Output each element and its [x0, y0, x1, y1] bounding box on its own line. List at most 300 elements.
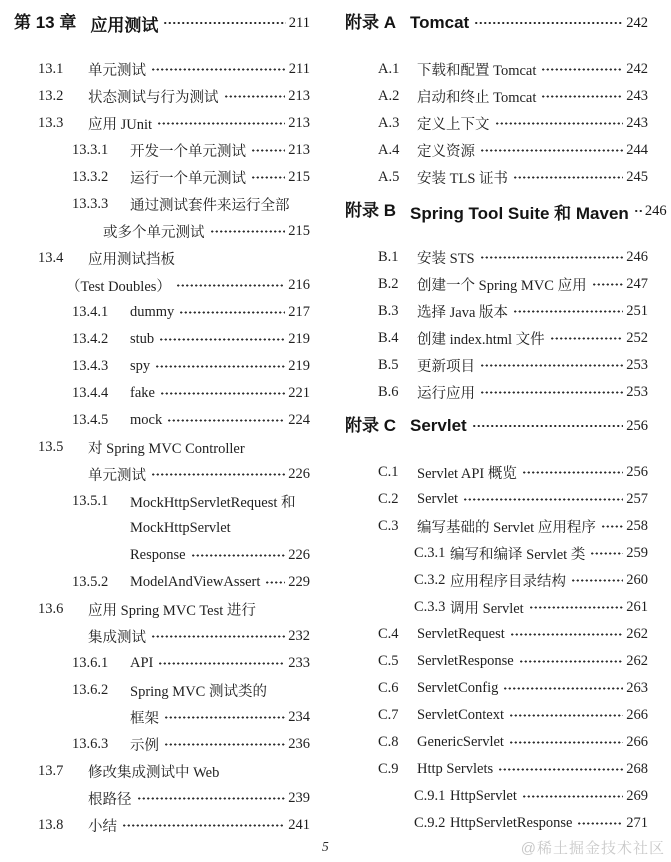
- toc-line: [90, 8, 310, 38]
- entry-number: 13.6.2: [72, 682, 109, 698]
- entry-body: [417, 352, 648, 379]
- entry-title: 创建 index.html 文件: [417, 332, 545, 348]
- entry-title: ServletContext: [417, 707, 504, 723]
- entry-number: A.3: [378, 115, 400, 131]
- toc-line: [417, 486, 648, 513]
- entry-number: 13.4.3: [72, 358, 109, 374]
- toc-line: [417, 729, 648, 756]
- dot-leader: [601, 513, 623, 540]
- entry-number: 13.4: [38, 250, 64, 266]
- entry-title: 创建一个 Spring MVC 应用: [417, 278, 587, 294]
- entry-title: 根路径: [88, 792, 132, 808]
- entry-number: C.7: [378, 707, 399, 723]
- entry-body: [130, 137, 310, 164]
- dot-leader: [151, 623, 285, 650]
- entry-page-number: 215: [288, 223, 310, 239]
- entry-body: [417, 675, 648, 702]
- toc-entry: [345, 137, 648, 164]
- toc-line: [417, 83, 648, 110]
- entry-body: [130, 326, 310, 353]
- dot-leader: [541, 83, 623, 110]
- toc-line: [130, 542, 310, 569]
- entry-title: 对 Spring MVC Controller: [88, 441, 245, 457]
- entry-number: 13.1: [38, 61, 64, 77]
- entry-number: C.2: [378, 491, 399, 507]
- toc-line: [130, 191, 310, 218]
- entry-title: ModelAndViewAssert: [130, 574, 261, 590]
- toc-line: [417, 675, 648, 702]
- entry-title: GenericServlet: [417, 734, 504, 750]
- entry-number: 13.3.2: [72, 169, 109, 185]
- entry-title: 或多个单元测试: [103, 225, 205, 241]
- toc-line: [417, 298, 648, 325]
- toc-line: [88, 785, 310, 812]
- entry-body: [417, 83, 648, 110]
- entry-body: [130, 299, 310, 326]
- entry-title: 状态测试与行为测试: [88, 90, 219, 106]
- entry-page-number: 252: [626, 330, 648, 346]
- dot-leader: [495, 110, 624, 137]
- page-number: 5: [322, 839, 329, 854]
- toc-line: [130, 650, 310, 677]
- entry-body: [417, 702, 648, 729]
- entry-body: [417, 244, 648, 271]
- entry-body: [88, 110, 310, 137]
- toc-entry: [345, 567, 648, 594]
- entry-number: 13.6.3: [72, 736, 109, 752]
- toc-line: [130, 731, 310, 758]
- dot-leader: [480, 244, 624, 271]
- toc-line: [130, 164, 310, 191]
- toc-entry: [345, 298, 648, 325]
- entry-number: 13.6.1: [72, 655, 109, 671]
- dot-leader: [265, 569, 285, 596]
- entry-page-number: 243: [626, 88, 648, 104]
- toc-line: [417, 621, 648, 648]
- entry-body: [90, 8, 310, 38]
- entry-page-number: 213: [288, 115, 310, 131]
- toc-line: [417, 110, 648, 137]
- dot-leader: [480, 137, 623, 164]
- entry-body: [417, 486, 648, 513]
- toc-line: [417, 513, 648, 540]
- entry-page-number: 256: [626, 464, 648, 480]
- dot-leader: [191, 542, 286, 569]
- entry-title: 编写和编译 Servlet 类: [450, 547, 586, 563]
- toc-line: [450, 540, 648, 567]
- toc-line: [88, 596, 310, 623]
- toc-entry: [345, 459, 648, 486]
- dot-leader: [634, 196, 642, 226]
- entry-page-number: 233: [288, 655, 310, 671]
- dot-leader: [571, 567, 623, 594]
- dot-leader: [480, 352, 623, 379]
- toc-line: [417, 244, 648, 271]
- entry-number: 13.3.1: [72, 142, 109, 158]
- entry-page-number: 246: [644, 202, 667, 219]
- entry-page-number: 262: [626, 653, 648, 669]
- entry-body: [130, 731, 310, 758]
- entry-body: [88, 83, 310, 110]
- entry-number: 13.7: [38, 763, 64, 779]
- dot-leader: [164, 704, 285, 731]
- toc-line: [88, 461, 310, 488]
- entry-page-number: 268: [626, 761, 648, 777]
- toc-entry: [345, 513, 648, 540]
- entry-body: [417, 379, 648, 406]
- entry-body: [417, 729, 648, 756]
- entry-title: 框架: [130, 711, 159, 727]
- toc-entry: [345, 810, 648, 837]
- toc-line: [88, 245, 310, 272]
- toc-line: [417, 648, 648, 675]
- entry-page-number: 232: [288, 628, 310, 644]
- entry-page-number: 242: [626, 14, 648, 31]
- entry-page-number: 246: [626, 249, 648, 265]
- entry-title: 更新项目: [417, 359, 475, 375]
- toc-line: [88, 812, 310, 839]
- entry-body: [88, 434, 310, 488]
- dot-leader: [158, 650, 285, 677]
- entry-body: [410, 196, 667, 226]
- dot-leader: [513, 164, 623, 191]
- entry-title: 安装 STS: [417, 251, 475, 267]
- toc-line: [417, 756, 648, 783]
- entry-title: Tomcat: [410, 13, 470, 32]
- dot-leader: [550, 325, 624, 352]
- entry-title: 通过测试套件来运行全部: [130, 198, 290, 214]
- entry-page-number: 234: [288, 709, 310, 725]
- entry-page-number: 247: [626, 276, 648, 292]
- entry-body: [417, 271, 648, 298]
- entry-page-number: 257: [626, 491, 648, 507]
- toc-entry: [345, 244, 648, 271]
- entry-number: 13.4.1: [72, 304, 109, 320]
- entry-number: 13.3.3: [72, 196, 109, 212]
- toc-line: [88, 434, 310, 461]
- entry-number: 13.5: [38, 439, 64, 455]
- entry-page-number: 263: [626, 680, 648, 696]
- dot-leader: [160, 380, 285, 407]
- dot-leader: [509, 729, 623, 756]
- toc-line: [410, 8, 648, 38]
- entry-number: A.4: [378, 142, 400, 158]
- entry-body: [417, 298, 648, 325]
- dot-leader: [592, 271, 624, 298]
- dot-leader: [251, 164, 285, 191]
- entry-body: [450, 810, 648, 837]
- dot-leader: [179, 299, 285, 326]
- entry-page-number: 253: [626, 384, 648, 400]
- entry-title: 集成测试: [88, 630, 146, 646]
- entry-page-number: 256: [626, 417, 648, 434]
- toc-line: [417, 325, 648, 352]
- entry-body: [450, 594, 648, 621]
- toc-entry: [14, 812, 310, 839]
- toc-line: [130, 137, 310, 164]
- toc-line: [88, 623, 310, 650]
- dot-leader: [210, 218, 286, 245]
- toc-entry: [14, 596, 310, 650]
- entry-title: 启动和终止 Tomcat: [417, 90, 537, 106]
- toc-entry: [14, 137, 310, 164]
- entry-number: 13.2: [38, 88, 64, 104]
- toc-line: [417, 164, 648, 191]
- entry-title: 运行一个单元测试: [130, 171, 246, 187]
- toc-entry: [345, 164, 648, 191]
- dot-leader: [164, 731, 285, 758]
- entry-page-number: 271: [626, 815, 648, 831]
- toc-line: [417, 271, 648, 298]
- entry-number: C.1: [378, 464, 399, 480]
- entry-body: [417, 621, 648, 648]
- entry-title: ServletConfig: [417, 680, 499, 696]
- toc-entry: [345, 756, 648, 783]
- toc-chapter-heading: [345, 411, 648, 441]
- entry-body: [130, 677, 310, 731]
- entry-number: B.5: [378, 357, 399, 373]
- entry-title: Servlet API 概览: [417, 466, 517, 482]
- toc-line: [103, 218, 310, 245]
- entry-number: 附录 A: [345, 13, 396, 32]
- entry-page-number: 266: [626, 707, 648, 723]
- entry-number: C.9: [378, 761, 399, 777]
- toc-entry: [14, 110, 310, 137]
- dot-leader: [522, 783, 623, 810]
- dot-leader: [137, 785, 286, 812]
- entry-body: [417, 164, 648, 191]
- entry-page-number: 241: [288, 817, 310, 833]
- entry-body: [130, 407, 310, 434]
- dot-leader: [224, 83, 286, 110]
- entry-page-number: 239: [288, 790, 310, 806]
- entry-title: HttpServletResponse: [450, 815, 573, 831]
- toc-line: [130, 704, 310, 731]
- entry-number: C.9.1: [414, 788, 446, 804]
- entry-number: 13.5.1: [72, 493, 109, 509]
- entry-number: 13.4.5: [72, 412, 109, 428]
- dot-leader: [176, 272, 285, 299]
- entry-body: [417, 513, 648, 540]
- entry-number: B.1: [378, 249, 399, 265]
- entry-title: 定义上下文: [417, 117, 490, 133]
- toc-entry: [14, 650, 310, 677]
- toc-line: [417, 137, 648, 164]
- entry-title: Response: [130, 547, 186, 563]
- entry-body: [66, 245, 310, 299]
- toc-line: [130, 515, 310, 542]
- toc-line: [130, 569, 310, 596]
- entry-title: Spring MVC 测试类的: [130, 684, 267, 700]
- entry-title: 单元测试: [88, 63, 146, 79]
- entry-body: [417, 110, 648, 137]
- watermark: @稀土掘金技术社区: [520, 840, 665, 857]
- entry-title: Spring Tool Suite 和 Maven: [410, 203, 629, 223]
- entry-number: 13.3: [38, 115, 64, 131]
- entry-title: 应用 Spring MVC Test 进行: [88, 603, 256, 619]
- entry-number: B.2: [378, 276, 399, 292]
- entry-page-number: 258: [626, 518, 648, 534]
- toc-line: [450, 810, 648, 837]
- toc-entry: [14, 758, 310, 812]
- entry-page-number: 221: [288, 385, 310, 401]
- entry-number: C.8: [378, 734, 399, 750]
- entry-body: [88, 56, 310, 83]
- entry-number: B.6: [378, 384, 399, 400]
- entry-page-number: 211: [288, 14, 310, 31]
- entry-number: C.3.1: [414, 545, 446, 561]
- entry-page-number: 266: [626, 734, 648, 750]
- entry-page-number: 244: [626, 142, 648, 158]
- entry-title: 安装 TLS 证书: [417, 171, 509, 187]
- entry-title: 示例: [130, 738, 159, 754]
- toc-line: [88, 56, 310, 83]
- entry-page-number: 251: [626, 303, 648, 319]
- toc-entry: [345, 83, 648, 110]
- entry-body: [410, 8, 648, 38]
- entry-title: mock: [130, 412, 163, 428]
- toc-line: [450, 567, 648, 594]
- entry-body: [88, 596, 310, 650]
- entry-body: [450, 567, 648, 594]
- entry-body: [130, 380, 310, 407]
- entry-number: 13.6: [38, 601, 64, 617]
- toc-line: [417, 379, 648, 406]
- dot-leader: [151, 56, 286, 83]
- entry-body: [417, 459, 648, 486]
- entry-body: [417, 56, 648, 83]
- entry-body: [450, 540, 648, 567]
- entry-body: [130, 569, 310, 596]
- toc-entry: [345, 783, 648, 810]
- entry-page-number: 261: [626, 599, 648, 615]
- entry-title: 开发一个单元测试: [130, 144, 246, 160]
- toc-entry: [345, 621, 648, 648]
- entry-body: [417, 648, 648, 675]
- toc-entry: [14, 299, 310, 326]
- toc-entry: [14, 677, 310, 731]
- entry-title: HttpServlet: [450, 788, 517, 804]
- toc-entry: [14, 83, 310, 110]
- toc-chapter-heading: [345, 8, 648, 38]
- toc-line: [130, 326, 310, 353]
- entry-number: A.5: [378, 169, 400, 185]
- entry-body: [417, 325, 648, 352]
- entry-title: 应用程序目录结构: [450, 574, 566, 590]
- toc-entry: [14, 191, 310, 245]
- entry-number: C.9.2: [414, 815, 446, 831]
- entry-page-number: 213: [288, 142, 310, 158]
- entry-title: 小结: [88, 819, 117, 835]
- entry-title: 定义资源: [417, 144, 475, 160]
- entry-number: C.3: [378, 518, 399, 534]
- entry-page-number: 219: [288, 331, 310, 347]
- toc-entry: [345, 702, 648, 729]
- entry-page-number: 217: [288, 304, 310, 320]
- entry-number: C.5: [378, 653, 399, 669]
- entry-body: [410, 411, 648, 441]
- entry-title: Http Servlets: [417, 761, 494, 777]
- toc-line: [417, 56, 648, 83]
- dot-leader: [151, 461, 285, 488]
- toc-entry: [14, 569, 310, 596]
- entry-page-number: 215: [288, 169, 310, 185]
- toc-entry: [345, 110, 648, 137]
- toc-line: [88, 758, 310, 785]
- entry-title: API: [130, 655, 154, 671]
- entry-title: ServletResponse: [417, 653, 514, 669]
- entry-number: 第 13 章: [14, 13, 77, 32]
- dot-leader: [503, 675, 623, 702]
- toc-entry: [14, 245, 310, 299]
- toc-left-column: [14, 0, 310, 839]
- toc-entry: [14, 488, 310, 569]
- dot-leader: [522, 459, 623, 486]
- entry-title: 单元测试: [88, 468, 146, 484]
- dot-leader: [251, 137, 285, 164]
- entry-title: 编写基础的 Servlet 应用程序: [417, 520, 596, 536]
- entry-title: 应用测试挡板: [88, 252, 175, 268]
- entry-body: [130, 353, 310, 380]
- toc-entry: [14, 380, 310, 407]
- entry-page-number: 211: [288, 61, 310, 77]
- toc-right-column: [345, 0, 667, 837]
- entry-page-number: 213: [288, 88, 310, 104]
- entry-title: 选择 Java 版本: [417, 305, 509, 321]
- entry-number: A.2: [378, 88, 400, 104]
- dot-leader: [498, 756, 623, 783]
- entry-page-number: 260: [626, 572, 648, 588]
- dot-leader: [155, 353, 285, 380]
- entry-page-number: 226: [288, 466, 310, 482]
- entry-body: [417, 756, 648, 783]
- toc-line: [130, 353, 310, 380]
- entry-number: 13.4.4: [72, 385, 109, 401]
- entry-page-number: 259: [626, 545, 648, 561]
- dot-leader: [509, 702, 623, 729]
- entry-title: 应用 JUnit: [88, 117, 153, 133]
- dot-leader: [463, 486, 623, 513]
- entry-page-number: 226: [288, 547, 310, 563]
- toc-entry: [345, 325, 648, 352]
- dot-leader: [541, 56, 623, 83]
- entry-body: [103, 191, 310, 245]
- dot-leader: [159, 326, 285, 353]
- toc-entry: [345, 594, 648, 621]
- dot-leader: [510, 621, 623, 648]
- toc-entry: [345, 729, 648, 756]
- entry-title: 应用测试: [90, 15, 159, 35]
- dot-leader: [163, 8, 285, 38]
- toc-entry: [14, 434, 310, 488]
- toc-entry: [345, 675, 648, 702]
- entry-body: [88, 758, 310, 812]
- toc-line: [417, 702, 648, 729]
- entry-page-number: 262: [626, 626, 648, 642]
- entry-number: 附录 C: [345, 416, 396, 435]
- entry-title: 修改集成测试中 Web: [88, 765, 220, 781]
- dot-leader: [474, 8, 623, 38]
- toc-chapter-heading: [345, 196, 667, 226]
- entry-number: 13.4.2: [72, 331, 109, 347]
- dot-leader: [167, 407, 285, 434]
- toc-entry: [345, 271, 648, 298]
- entry-title: Servlet: [417, 491, 459, 507]
- entry-title: 调用 Servlet: [450, 601, 524, 617]
- entry-number: C.3.3: [414, 599, 446, 615]
- dot-leader: [472, 411, 624, 441]
- toc-line: [130, 299, 310, 326]
